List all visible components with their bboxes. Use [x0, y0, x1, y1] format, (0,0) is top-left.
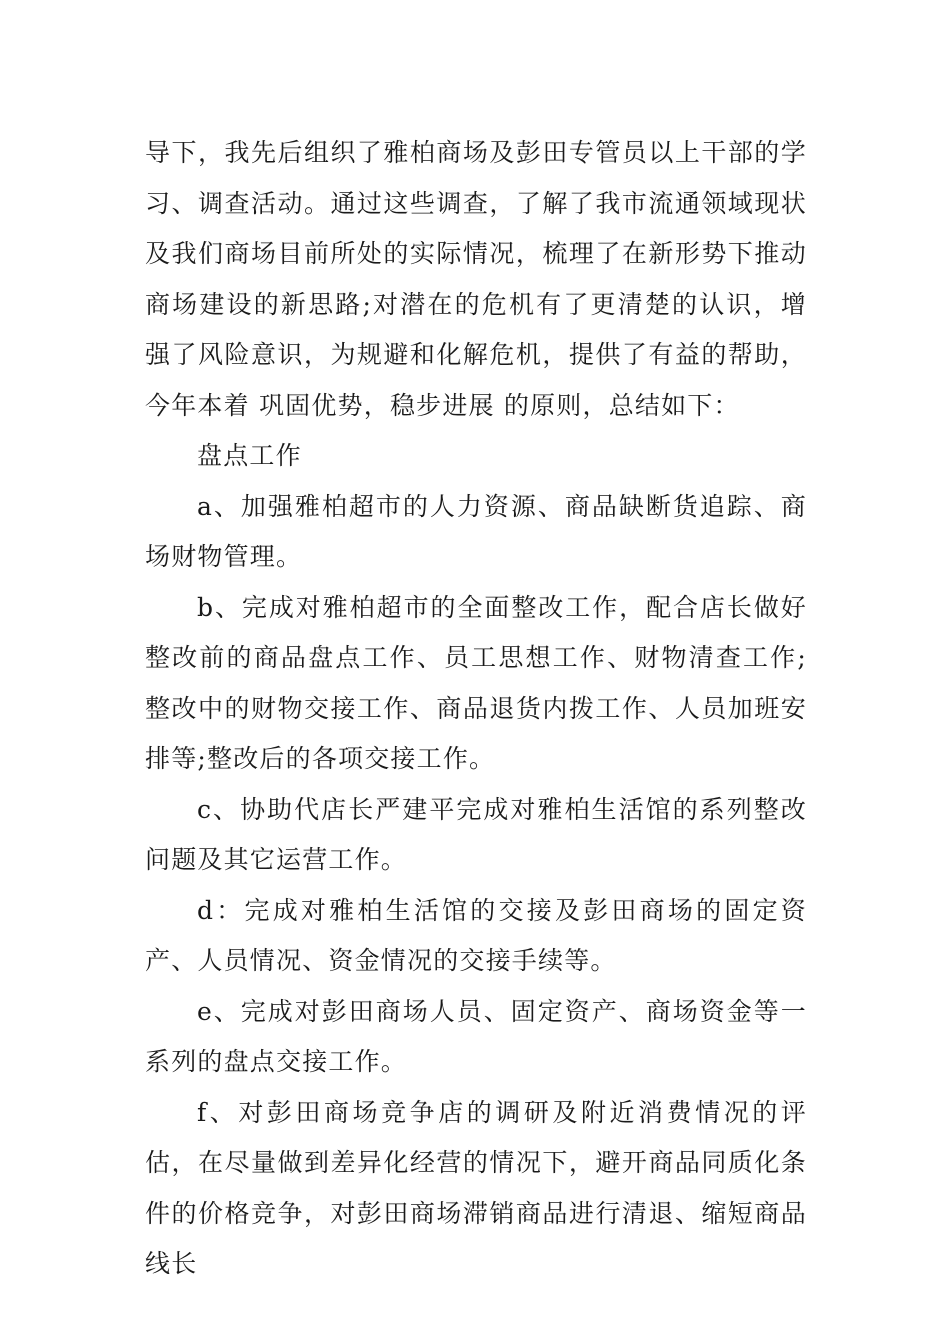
document-body — [145, 128, 807, 1290]
list-item-f: f、对彭田商场竞争店的调研及附近消费情况的评估，在尽量做到差异化经营的情况下，避开商品同质化条件的价格竞争，对彭田商场滞销商品进行清退、缩短商品线长 — [145, 1097, 807, 1278]
list-item-a: a、加强雅柏超市的人力资源、商品缺断货追踪、商场财物管理。 — [145, 491, 807, 571]
list-item-b: b、完成对雅柏超市的全面整改工作，配合店长做好整改前的商品盘点工作、员工思想工作、财物清查工作;整改中的财物交接工作、商品退货内拨工作、人员加班安排等;整改后的各项交接工作。 — [145, 592, 807, 773]
intro-paragraph: 导下，我先后组织了雅柏商场及彭田专管员以上干部的学习、调查活动。通过这些调查，了解了我市流通领域现状及我们商场目前所处的实际情况，梳理了在新形势下推动商场建设的新思路;对潜在的危机有了更清楚的认识，增强了风险意识，为规避和化解危机，提供了有益的帮助，今年本着 巩固优势，稳步进展 的原则，总结如下： — [145, 138, 807, 420]
section-heading: 盘点工作 — [197, 441, 302, 470]
list-item-d: d：完成对雅柏生活馆的交接及彭田商场的固定资产、人员情况、资金情况的交接手续等。 — [145, 895, 807, 975]
list-item-c: c、协助代店长严建平完成对雅柏生活馆的系列整改问题及其它运营工作。 — [145, 794, 807, 874]
list-item-e: e、完成对彭田商场人员、固定资产、商场资金等一系列的盘点交接工作。 — [145, 996, 807, 1076]
